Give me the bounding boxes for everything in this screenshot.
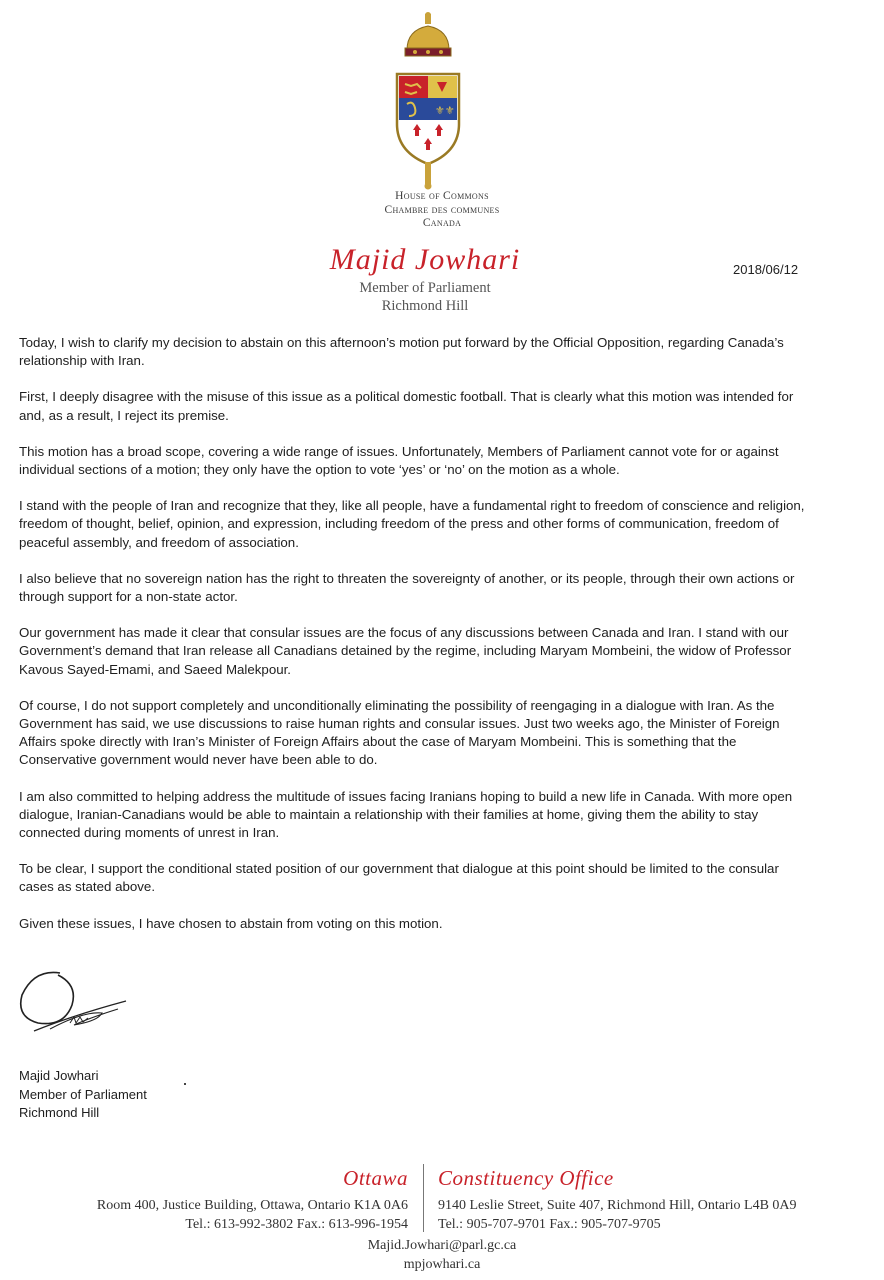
email-link[interactable]: Majid.Jowhari@parl.gc.ca <box>367 1238 517 1253</box>
stray-mark <box>184 1083 186 1085</box>
ottawa-phone-fax: Tel.: 613-992-3802 Fax.: 613-996-1954 <box>185 1217 408 1232</box>
ottawa-address: Room 400, Justice Building, Ottawa, Ontario K1A 0A6 <box>96 1198 408 1213</box>
paragraph: To be clear, I support the conditional stated position of our government that dialogue at this point should be limited to the consular cases as stated above. <box>19 861 779 895</box>
mp-title-line: Member of Parliament <box>359 280 491 296</box>
institution-line-country: Canada <box>422 217 462 229</box>
contact-center <box>0 1236 884 1274</box>
mp-name-heading: Majid Jowhari <box>329 243 521 276</box>
institution-line-fr: Chambre des communes <box>384 203 500 216</box>
letter-body <box>19 334 809 951</box>
mp-riding-line: Richmond Hill <box>381 298 469 314</box>
svg-text:⚜⚜: ⚜⚜ <box>435 104 455 117</box>
constituency-office <box>438 1166 797 1234</box>
ottawa-office <box>97 1166 408 1234</box>
paragraph: I am also committed to helping address the multitude of issues facing Iranians hoping to build a new life in Canada. With more open dialogue, Iranian-Canadians would be able to maintain a relationship with their families at home, giving them the ability to stay connected during moments of unrest in Iran. <box>19 788 793 841</box>
paragraph: Our government has made it clear that consular issues are the focus of any discussions between Canada and Iran. I stand with our Government’s demand that Iran release all Canadians detained by the regime, including Maryam Mombeini, the widow of Professor Kavous Sayed-Emami, and Saeed Malekpour. <box>19 625 792 677</box>
constituency-address: 9140 Leslie Street, Suite 407, Richmond Hill, Ontario L4B 0A9 <box>438 1198 797 1213</box>
signer-title: Member of Parliament <box>19 1086 147 1102</box>
mp-title <box>0 279 850 315</box>
paragraph: Of course, I do not support completely and unconditionally eliminating the possibility of reengaging in a dialogue with Iran. As the Government has said, we use discussions to raise human rights and consular issues. Just two weeks ago, the Minister of Foreign Affairs spoke directly with Iran’s Minister of Foreign Affairs about the case of Maryam Mombeini. This is something that the Conservative government would never have been able to do. <box>19 697 780 768</box>
paragraph: First, I deeply disagree with the misuse of this issue as a political domestic football. That is clearly what this motion was intended for and, as a result, I reject its premise. <box>19 389 794 423</box>
paragraph: I stand with the people of Iran and recognize that they, like all people, have a fundamental right to freedom of conscience and religion, freedom of thought, belief, opinion, and expression, including freedom of the press and other forms of communication, freedom of peaceful assembly, and freedom of association. <box>19 498 805 550</box>
footer-divider <box>423 1164 424 1232</box>
constituency-heading: Constituency Office <box>438 1166 614 1190</box>
signature-block <box>19 1067 147 1123</box>
paragraph: Given these issues, I have chosen to abstain from voting on this motion. <box>19 915 443 931</box>
house-of-commons-crest-icon <box>385 12 471 190</box>
signer-riding: Richmond Hill <box>19 1105 100 1120</box>
letter-date: 2018/06/12 <box>733 262 799 277</box>
handwritten-signature <box>14 965 144 1040</box>
constituency-phone-fax: Tel.: 905-707-9701 Fax.: 905-707-9705 <box>438 1217 661 1232</box>
paragraph: This motion has a broad scope, covering a wide range of issues. Unfortunately, Members of Parliament cannot vote for or against individual sections of a motion; they only have the option to vote ‘yes’ or ‘no’ on the motion as a whole. <box>19 443 779 478</box>
institution-heading <box>0 190 884 231</box>
paragraph: I also believe that no sovereign nation has the right to threaten the sovereignty of another, or its people, through their own actions or through support for a non-state actor. <box>19 570 795 605</box>
paragraph: Today, I wish to clarify my decision to abstain on this afternoon’s motion put forward by the Official Opposition, regarding Canada’s relationship with Iran. <box>19 335 784 369</box>
letterhead-footer <box>0 1160 884 1278</box>
institution-line-en: House of Commons <box>395 190 489 202</box>
website-link[interactable]: mpjowhari.ca <box>403 1257 481 1272</box>
ottawa-heading: Ottawa <box>343 1166 408 1190</box>
signer-name: Majid Jowhari <box>19 1068 99 1083</box>
